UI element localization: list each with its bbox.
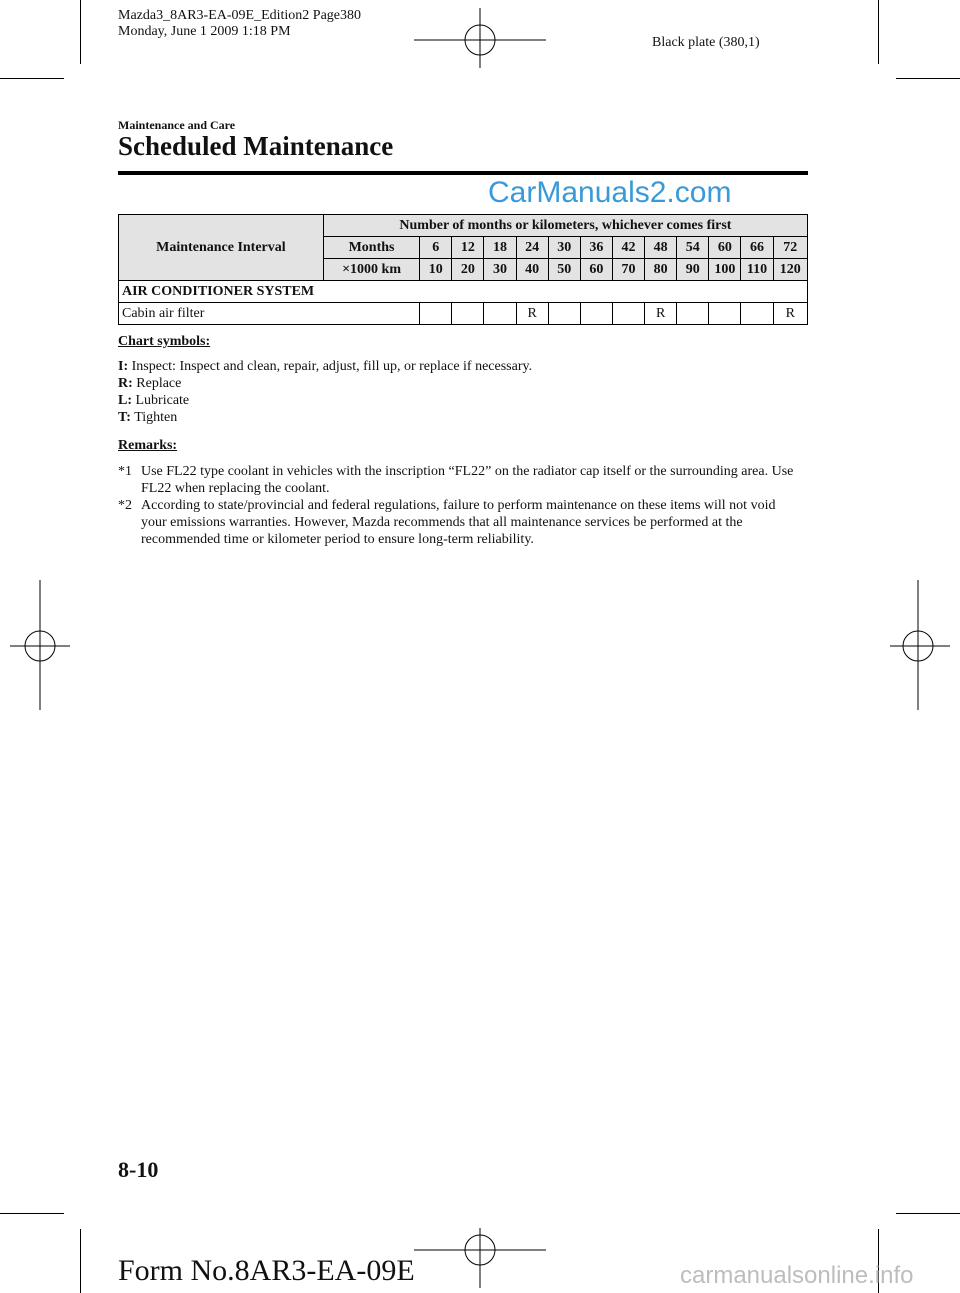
page-title: Scheduled Maintenance [118, 131, 394, 161]
item-label: Cabin air filter [119, 303, 420, 325]
schedule-cell: R [645, 303, 677, 325]
months-cell: 18 [484, 237, 516, 259]
km-cell: 30 [484, 259, 516, 281]
crop-mark [0, 1213, 64, 1214]
registration-mark-icon [414, 1228, 546, 1288]
remark-text: According to state/provincial and federal regulations, failure to perform maintenance on these items will not void your emissions warranties. However, Mazda recommends that all maintenance services be performed at the recommended time or kilometer period to ensure long-term reliability. [141, 498, 776, 547]
section-label: Maintenance and Care [118, 118, 236, 132]
months-cell: 60 [709, 237, 741, 259]
remark-number: *2 [118, 498, 132, 513]
crop-mark [896, 1213, 960, 1214]
symbol-item [118, 376, 181, 392]
title-rule [118, 171, 808, 175]
interval-span-header: Number of months or kilometers, whichever comes first [323, 215, 807, 237]
symbol-item [118, 393, 189, 409]
symbol-key: I: [118, 359, 129, 374]
chart-symbols-title: Chart symbols: [118, 334, 211, 349]
schedule-cell [484, 303, 516, 325]
symbol-item [118, 410, 177, 426]
months-cell: 6 [420, 237, 452, 259]
registration-mark-icon [414, 8, 546, 68]
km-cell: 50 [548, 259, 580, 281]
symbol-key: T: [118, 410, 131, 425]
crop-mark [80, 0, 81, 64]
system-row [119, 281, 808, 303]
symbol-key: L: [118, 393, 132, 408]
months-cell: 24 [516, 237, 548, 259]
schedule-cell [741, 303, 773, 325]
symbol-text: Inspect: Inspect and clean, repair, adjust, fill up, or replace if necessary. [131, 359, 533, 374]
km-cell: 40 [516, 259, 548, 281]
symbol-text: Replace [136, 376, 182, 391]
registration-mark-icon [10, 580, 70, 710]
km-cell: 80 [645, 259, 677, 281]
km-cell: 120 [773, 259, 807, 281]
km-cell: 60 [580, 259, 612, 281]
interval-header: Maintenance Interval [119, 215, 324, 281]
schedule-cell [677, 303, 709, 325]
symbol-text: Tighten [134, 410, 178, 425]
schedule-cell [612, 303, 644, 325]
km-cell: 70 [612, 259, 644, 281]
table-row [119, 303, 808, 325]
km-cell: 110 [741, 259, 773, 281]
months-cell: 48 [645, 237, 677, 259]
schedule-cell [452, 303, 484, 325]
remark-item [118, 497, 798, 548]
watermark: CarManuals2.com [488, 176, 732, 209]
crop-mark [80, 1229, 81, 1293]
remarks-title: Remarks: [118, 438, 178, 453]
footer-watermark: carmanualsonline.info [680, 1262, 914, 1289]
remark-text: Use FL22 type coolant in vehicles with the inscription “FL22” on the radiator cap itself or the surrounding area. Use FL22 when replacing the coolant. [141, 464, 794, 496]
symbol-key: R: [118, 376, 133, 391]
remark-item [118, 463, 798, 497]
km-cell: 100 [709, 259, 741, 281]
maintenance-table [118, 214, 808, 325]
schedule-cell [420, 303, 452, 325]
schedule-cell [548, 303, 580, 325]
file-name: Mazda3_8AR3-EA-09E_Edition2 Page380 [118, 8, 362, 23]
schedule-cell [580, 303, 612, 325]
crop-mark [0, 78, 64, 79]
months-cell: 12 [452, 237, 484, 259]
file-info [118, 8, 361, 40]
symbol-item [118, 359, 532, 375]
months-cell: 72 [773, 237, 807, 259]
remark-number: *1 [118, 464, 132, 479]
form-number: Form No.8AR3-EA-09E [118, 1254, 415, 1287]
crop-mark [878, 0, 879, 64]
file-date: Monday, June 1 2009 1:18 PM [118, 24, 291, 39]
schedule-cell [709, 303, 741, 325]
km-cell: 10 [420, 259, 452, 281]
table-header-row [119, 215, 808, 237]
schedule-cell: R [516, 303, 548, 325]
crop-mark [896, 78, 960, 79]
months-cell: 30 [548, 237, 580, 259]
months-cell: 42 [612, 237, 644, 259]
page-number: 8-10 [118, 1157, 159, 1182]
km-cell: 20 [452, 259, 484, 281]
months-cell: 36 [580, 237, 612, 259]
km-cell: 90 [677, 259, 709, 281]
system-label: AIR CONDITIONER SYSTEM [119, 281, 808, 303]
registration-mark-icon [890, 580, 950, 710]
months-cell: 54 [677, 237, 709, 259]
km-label: ×1000 km [323, 259, 419, 281]
symbol-text: Lubricate [135, 393, 190, 408]
months-label: Months [323, 237, 419, 259]
months-cell: 66 [741, 237, 773, 259]
plate-label: Black plate (380,1) [652, 35, 760, 50]
schedule-cell: R [773, 303, 807, 325]
